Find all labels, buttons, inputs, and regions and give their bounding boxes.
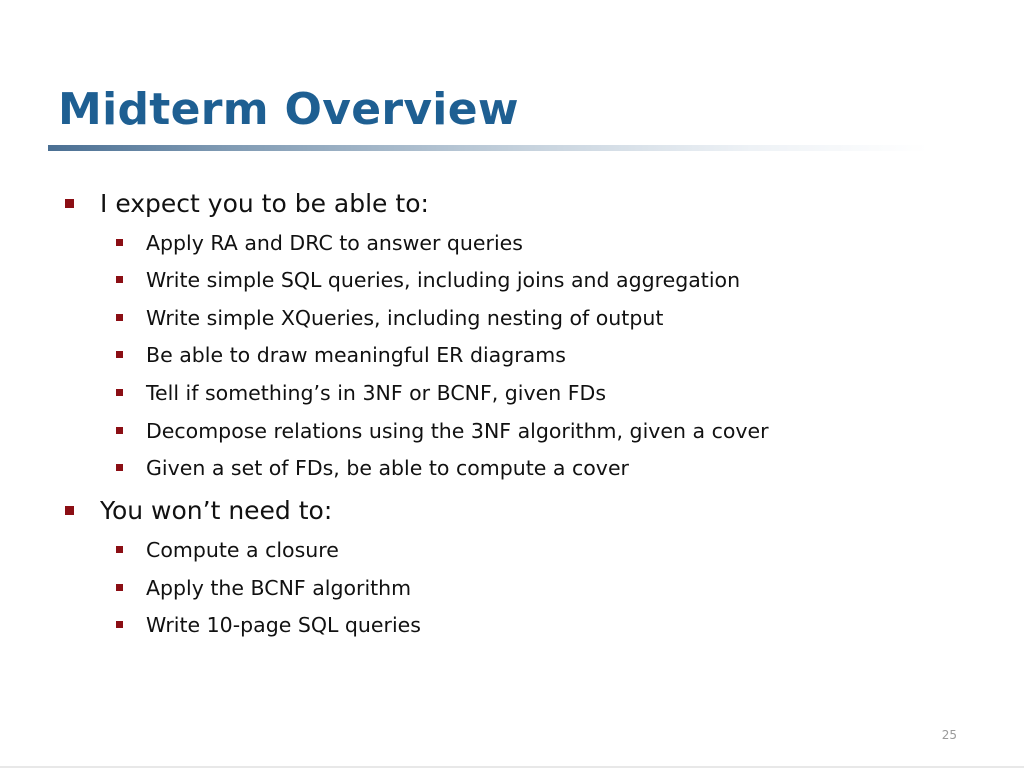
bullet-expect [100, 188, 429, 220]
bullet-no-need-label: You won’t need to: [100, 496, 333, 525]
sub-bullet-decompose-3nf [146, 417, 769, 445]
sub-bullet-label: Write 10-page SQL queries [146, 613, 421, 637]
sub-bullet-10-page-sql [146, 611, 421, 639]
sub-bullet-label: Decompose relations using the 3NF algorithm, given a cover [146, 419, 769, 443]
sub-bullet-compute-closure [146, 536, 339, 564]
sub-bullet-label: Be able to draw meaningful ER diagrams [146, 343, 566, 367]
page-number: 25 [941, 728, 957, 742]
sub-bullet-label: Write simple XQueries, including nesting of output [146, 306, 664, 330]
square-bullet-icon [116, 276, 123, 283]
sub-bullet-compute-cover [146, 454, 629, 482]
sub-bullet-bcnf-algorithm [146, 574, 411, 602]
square-bullet-icon [116, 389, 123, 396]
sub-bullet-sql-queries [146, 266, 740, 294]
square-bullet-icon [116, 464, 123, 471]
sub-bullet-label: Tell if something’s in 3NF or BCNF, given FDs [146, 381, 607, 405]
sub-bullet-apply-ra-drc [146, 229, 523, 257]
square-bullet-icon [116, 584, 123, 591]
sub-bullet-3nf-bcnf [146, 379, 606, 407]
square-bullet-icon [116, 351, 123, 358]
sub-bullet-label: Apply RA and DRC to answer queries [146, 231, 523, 255]
square-bullet-icon [116, 546, 123, 553]
slide-title: Midterm Overview [58, 84, 519, 135]
sub-bullet-label: Given a set of FDs, be able to compute a cover [146, 456, 629, 480]
bullet-expect-label: I expect you to be able to: [100, 189, 429, 218]
bullet-no-need [100, 495, 332, 527]
square-bullet-icon [65, 506, 74, 515]
square-bullet-icon [65, 199, 74, 208]
square-bullet-icon [116, 427, 123, 434]
square-bullet-icon [116, 314, 123, 321]
sub-bullet-er-diagrams [146, 341, 566, 369]
square-bullet-icon [116, 621, 123, 628]
sub-bullet-label: Apply the BCNF algorithm [146, 576, 412, 600]
sub-bullet-label: Write simple SQL queries, including joins and aggregation [146, 268, 741, 292]
sub-bullet-label: Compute a closure [146, 538, 339, 562]
square-bullet-icon [116, 239, 123, 246]
sub-bullet-xqueries [146, 304, 663, 332]
